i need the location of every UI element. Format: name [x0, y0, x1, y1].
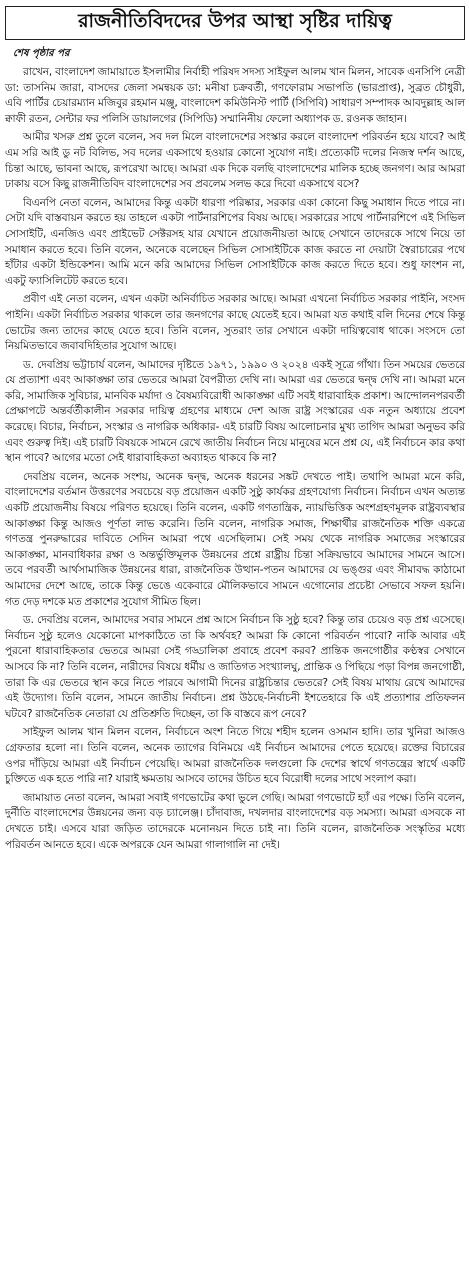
continuation-kicker: শেষ পৃষ্ঠার পর — [13, 48, 70, 59]
article-paragraph: আমীর খসরু প্রশ্ন তুলে বলেন, সব দল মিলে বাংলাদেশের সংস্কার করলে বাংলাদেশ পরিবর্তন হয়ে যাবে? আই এম সরি আই ডু নট বিলিভ, সব দলের একসাথে হওয়ার কোনো সুযোগ নাই। প্রত্যেকটি দলের নিজস্ব দর্শন আছে, চিন্তা আছে, ভাবনা আছে, রূপরেখা আছে। আমরা এক দিকে বলছি বাংলাদেশের মালিক হচ্ছে জনগণ। আর আমরা ঢাকায় বসে কিছু রাজনীতিবিদ বাংলাদেশের সব প্রবলেম সলভ করে দিবো একসাথে বসে? — [5, 131, 465, 191]
article-paragraph: সাইফুল আলম খান মিলন বলেন, নির্বাচনে অংশ নিতে গিয়ে শহীদ হলেন ওসমান হাদি। তার খুনিরা আজও গ্রেফতার হলো না। তিনি বলেন, অনেক ত্যাগের বিনিময়ে এই নির্বাচন আমাদের পেতে হয়েছে। রক্তের বিচারের ওপর দাঁড়িয়ে আমরা এই নির্বাচন পেয়েছি। আমরা রাজনৈতিক দলগুলো কি দেশের স্বার্থে গণতন্ত্রের স্বার্থে একটি চুক্তিতে এক হতে পারি না? যারাই ক্ষমতায় আসবে তাদের উচিত হবে বিরোধী দলের সাথে সংলাপ করা। — [5, 726, 465, 786]
article-paragraph: দেবপ্রিয় বলেন, অনেক সংশয়, অনেক দ্বন্দ্ব, অনেক ধরনের সঙ্কট দেখতে পাই। তথাপি আমরা মনে করি, বাংলাদেশের বর্তমান উত্তরণের সবচেয়ে বড় প্রয়োজন একটি সুষ্ঠু কার্যকর গ্রহণযোগ্য নির্বাচন। নির্বাচন এখন অত্যন্ত একটি প্রয়োজনীয় বিষয়ে পরিণত হয়েছে। তিনি বলেন, একটি গণতান্ত্রিক, ন্যায়ভিত্তিক অংশগ্রহণমূলক রাষ্ট্রব্যবস্থার আকাঙ্ক্ষা কিন্তু আজও পূর্ণতা লাভ করেনি। তিনি বলেন, নাগরিক সমাজ, শিক্ষার্থীর রাজনৈতিক শক্তি একত্রে গণতন্ত্র পুনরুদ্ধারের দাবিতে সেদিন আমরা পথে এসেছিলাম। সেই সময় থেকে নাগরিক সমাজের সংস্কারের আকাঙ্ক্ষা, মানবাধিকার রক্ষা ও অন্তর্ভুক্তিমূলক উন্নয়নের প্রশ্নে রাষ্ট্রীয় চিন্তা সক্রিয়ভাবে আমাদের সামনে আসে। তবে পরবর্তী আর্থসামাজিক উন্নয়নের ধারা, রাজনৈতিক উত্থান-পতন আমাদের যে ভঙ্গুর এবং সীমাবদ্ধ কাঠামো আমাদের দেশে আছে, তাকে কিন্তু ভেঙে একেবারে মৌলিকভাবে সামনে এগোনোর প্রচেষ্টা সেভাবে সফল হয়নি। গত দেড় দশকে মত প্রকাশের সুযোগ সীমিত ছিল। — [5, 470, 465, 608]
headline-box — [5, 6, 465, 40]
headline: রাজনীতিবিদদের উপর আস্থা সৃষ্টির দায়িত্ব — [78, 10, 392, 32]
article-paragraph: রাখেন, বাংলাদেশ জামায়াতে ইসলামীর নির্বাহী পরিষদ সদস্য সাইফুল আলম খান মিলন, সাবেক এনসিপি নেত্রী ডা: তাসনিম জারা, বাসদের জেলা সমন্বয়ক ডা: মনীষা চক্রবর্তী, গণফোরাম সভাপতি (ভারপ্রাপ্ত), সুব্রত চৌধুরী, এবি পার্টির চেয়ারম্যান মজিবুর রহমান মঞ্জু, বাংলাদেশ কমিউনিস্ট পার্টি (সিপিবি) সাধারণ সম্পাদক আবদুল্লাহ আল ক্বাফী রতন, সেন্টার ফর পলিসি ডায়ালগের (সিপিডি) সম্মানিনীয় ফেলো অধ্যাপক ড. রওনক জাহান। — [5, 66, 465, 125]
article-paragraph: জামায়াত নেতা বলেন, আমরা সবাই গণভোটের কথা ভুলে গেছি। আমরা গণভোটে হ্যাঁ এর পক্ষে। তিনি বলেন, দুর্নীতি বাংলাদেশের উন্নয়নের জন্য বড় চ্যালেঞ্জ। চাঁদাবাজ, দখলদার বাংলাদেশের বড় সমস্যা। আমরা এসবকে না দেখতে চাই। এসবে যারা জড়িত তাদেরকে মনোনয়ন দিতে চাই না। তিনি বলেন, রাজনৈতিক সংস্কৃতির মধ্যে পরিবর্তন আনতে হবে। একে অপরকে যেন আমরা গালাগালি না দেই। — [5, 791, 465, 851]
article-body — [5, 65, 465, 853]
article-paragraph: বিএনপি নেতা বলেন, আমাদের কিন্তু একটা ধারণা পরিষ্কার, সরকার একা কোনো কিছু সমাধান দিতে পারে না। সেটা যদি বাস্তবায়ন করতে হয় তাহলে একটা পার্টনারশিপের বিষয় আছে। সরকারের সাথে পার্টনারশিপে এই সিভিল সোসাইটি, এনজিও এবং প্রাইভেট সেক্টরসহ যার যেখানে প্রয়োজনীয়তা আছে সেখানে তাদেরকে সাথে নিয়ে তা সমাধান করতে হবে। তিনি বলেন, অনেকে বলেছেন সিভিল সোসাইটিকে কাজ করতে না দেয়াটা স্বৈরাচারের পথে হাঁটার একটা ইন্ডিকেশন। আমি মনে করি আমাদের সিভিল সোসাইটিকে কাজ করতে দিতে হবে। শুধু ফাংশন না, একটু ফ্যাসিলিটেট করতে হবে। — [5, 196, 465, 287]
article-paragraph: ড. দেবপ্রিয় বলেন, আমাদের সবার সামনে প্রশ্ন আসে নির্বাচন কি সুষ্ঠু হবে? কিন্তু তার চেয়েও বড় প্রশ্ন এসেছে। নির্বাচন সুষ্ঠু হলেও যেকোনো মাপকাঠিতে তা কি অর্থবহ? আমরা কি কোনো পরিবর্তন পাবো? নাকি আবার এই পুরনো ধারাবাহিকতার ভেতরে আমরা সেই গড্ডালিকা প্রবাহে প্রবেশ করব? প্রান্তিক জনগোষ্ঠীর কণ্ঠস্বর সেখানে আসবে কি না? তিনি বলেন, নারীদের বিষয়ে ধর্মীয় ও জাতিগত সংখ্যালঘু, প্রান্তিক ও পিছিয়ে পড়া বিপন্ন জনগোষ্ঠী, তারা কি এর ভেতরে স্থান করে নিতে পারবে আগামী দিনের রাষ্ট্রচিন্তার ভেতরে? সেই বিষয় মাথায় রেখে আমাদের এই উদ্যোগ। তিনি বলেন, সামনে জাতীয় নির্বাচন। প্রশ্ন উঠছে-নির্বাচনী ইশতেহারে কি এই প্রত্যাশার প্রতিফলন ঘটবে? রাজনৈতিক নেতারা যে প্রতিশ্রুতি দিচ্ছেন, তা কি বাস্তবে রূপ নেবে? — [5, 614, 465, 720]
article-paragraph: ড. দেবপ্রিয় ভট্টাচার্য বলেন, আমাদের দৃষ্টিতে ১৯৭১, ১৯৯০ ও ২০২৪ একই সূত্রে গাঁথা। তিন সময়ের ভেতরে যে প্রত্যাশা এবং আকাঙ্ক্ষা তার ভেতরে আমরা বৈপরীত্য দেখি না। আমরা এর ভেতরে দ্বন্দ্ব দেখি না। আমরা মনে করি, সামাজিক সুবিচার, মানবিক মর্যাদা ও বৈষম্যবিরোধী আকাঙ্ক্ষা এটি সবই ধারাবাহিক প্রকাশ। আন্দোলনপরবর্তী প্রেক্ষাপটে অন্তর্বর্তীকালীন সরকার দায়িত্ব গ্রহণের মাধ্যমে দেশ আজ রাষ্ট্র সংস্কারের এক নতুন অধ্যায়ে প্রবেশ করেছে। বিচার, নির্বাচন, সংস্কার ও নাগরিক অধিকার- এই চারটি বিষয় আলোচনার মুখ্য তাগিদ আমরা অনুভব করি এবং গুরুত্ব দিই। এই চারটি বিষয়কে সামনে রেখে জাতীয় নির্বাচন নিয়ে মানুষের মনে প্রশ্ন যে, এই নির্বাচনে কার কথা স্থান পাবে? আগের মতো সেই ধারাবাহিকতা অব্যাহত থাকবে কি না? — [5, 358, 465, 465]
newspaper-page — [0, 6, 469, 1270]
article-paragraph: প্রবীণ এই নেতা বলেন, এখন একটা অনির্বাচিত সরকার আছে। আমরা এখনো নির্বাচিত সরকার পাইনি, সংসদ পাইনি। একটা নির্বাচিত সরকার থাকলে তার জনগণের কাছে যেতেই হবে। আমরা যত কথাই বলি দিনের শেষে কিন্তু ভোটের জন্য তাদের কাছে যেতে হবে। তিনি বলেন, সুতরাং তার সেখানে একটা দায়িত্ববোধ থাকে। সংসদে তো নিয়মিতভাবে জবাবদিহিতার সুযোগ আছে। — [5, 293, 465, 353]
